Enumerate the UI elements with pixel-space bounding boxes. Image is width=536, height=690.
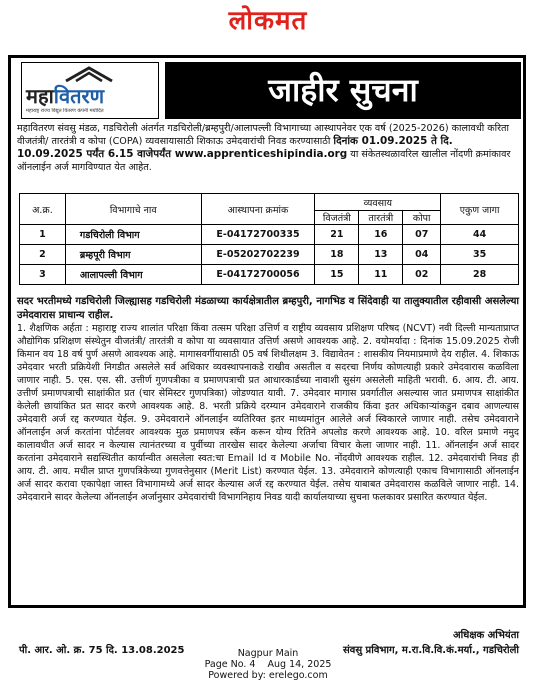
terms-and-conditions: 1. शैक्षणिक अर्हता : महाराष्ट्र राज्य शालांत परिक्षा किंवा तत्सम परिक्षा उत्तिर्ण व राष्ट्रीय व्यवसाय प्रशिक्षण परिषद (NCVT) नवी दिल्ली मान्यताप्राप्त औद्योगिक प्रशिक्षण संस्थेतुन वीजतंत्री/ तारतंत्री व कोपा या व्यवसायात उत्तिर्ण असणे आवश्यक आहे. 2. वयोमर्यादा : दिनांक 15.09.2025 रोजी किमान वय 18 वर्ष पुर्ण असणे आवश्यक आहे. मागासवर्गीयासाठी 05 वर्ष शिथीलक्षम 3. विद्यावेतन : शासकीय नियमाप्रमाणे देय राहील. 4. शिकाऊ उमेदवार भरती प्रक्रियेशी निगडीत असलेले सर्व अधिकार व्यवस्थापनाकडे राखीव असतील व सदरचा निर्णय कोणत्याही प्रकारे उमेदवारास कळविला जाणार नाही. 5. एस. एस. सी. उत्तीर्ण गुणपत्रीका व प्रमाणपत्राची प्रत आधारकार्डच्या नावाशी सुसंग असलेली माहिती भरावी. 6. आय. टी. आय. उत्तीर्ण प्रमाणपत्राची साक्षांकीत प्रत (चार सेमिस्टर गुणपत्रिका) जोडण्यात यावी. 7. उमेदवार मागास प्रवर्गातील असल्यास जात प्रमाणपत्र साक्षांकीत केलेली छायांकित प्रत सादर करणे आवश्यक आहे. 8. भरती प्रक्रिये दरम्यान उमेदवाराने राजकीय किंवा इतर अधिकाऱ्यांकडुन दबाव आणल्यास उमेदवारी अर्ज रद्द करण्यात येईल. 9. उमेदवाराने ऑनलाईन व्यतिरिक्त इतर माध्यमांतुन आलेले अर्ज स्विकारले जाणार नाही. तसेच उमेदवाराने ऑनलाईन अर्ज करतांना पोर्टलवर आवश्यक मुळ प्रमाणपत्र स्कॅन करून योग्य रितिने अपलोड करणे आवश्यक आहे. 10. वरिल प्रमाणे नमुद कालावधीत अर्ज सादर न केल्यास त्यानंतरच्या व पुर्वीच्या तारखेस सादर केलेल्या अर्जाचा विचार केला जाणार नाही. 11. ऑनलाईन अर्ज सादर करतांना उमेदवाराने सद्यस्थितीत कार्यान्वीत असलेला स्वत:चा Email Id व Mobile No. नोंदवीणे आवश्यक राहील. 12. उमेदवारांची निवड ही आय. टी. आय. मधील प्राप्त गुणपत्रिकेच्या गुणवत्तेनुसार (Merit List) करण्यात येईल. 13. उमेदवाराने कोणत्याही एकाच विभागासाठी ऑनलाईन अर्ज सादर करावा एकापेक्षा जास्त विभागामध्ये अर्ज सादर केल्यास अर्ज रद्द करण्यात येईल. तसेच याबाबत उमेदवारास कळविले जाणार नाही. 14. उमेदवाराने सादर केलेल्या ऑनलाईन अर्जानुसार उमेदवारांची विभागनिहाय निवड यादी कार्यालयाच्या सुचना फलकावर प्रसारित करण्यात येईल.	[17, 323, 519, 503]
page-number-date: Page No. 4 Aug 14, 2025	[204, 659, 332, 670]
header-electrician: विजतंत्री	[315, 211, 359, 225]
newspaper-masthead	[0, 4, 536, 38]
vacancy-table	[19, 193, 519, 285]
cell-establishment: E-05202702239	[201, 245, 315, 265]
tower-logo-icon	[64, 66, 114, 83]
header-division-name: विभागाचे नाव	[65, 194, 201, 225]
cell-total: 44	[441, 225, 519, 245]
edition-name: Nagpur Main	[237, 648, 299, 659]
signatory-office: संवसु प्रविभाग, म.रा.वि.वि.कं.मर्या., गडचिरोली	[343, 645, 519, 656]
cell-establishment: E-04172700335	[201, 225, 315, 245]
intro-dates-website: दिनांक 01.09.2025 ते दि. 10.09.2025 पर्यंत 6.15 वाजेपर्यंत www.apprenticeshipindia.org	[17, 135, 453, 160]
page-metadata	[0, 648, 536, 681]
cell-division: गडचिरोली विभाग	[65, 225, 201, 245]
mahavitaran-logo	[21, 62, 159, 119]
powered-by: Powered by: erelego.com	[208, 670, 328, 681]
cell-serial: 2	[20, 245, 66, 265]
cell-wireman: 13	[359, 245, 403, 265]
header-serial: अ.क्र.	[20, 194, 66, 225]
cell-electrician: 21	[315, 225, 359, 245]
reference-number: पी. आर. ओ. क्र. 75 दि. 13.08.2025	[19, 645, 185, 656]
cell-copa: 02	[403, 265, 441, 285]
cell-total: 28	[441, 265, 519, 285]
notice-intro	[17, 122, 519, 174]
notice-title: जाहीर सुचना	[165, 62, 521, 119]
cell-electrician: 18	[315, 245, 359, 265]
logo-wordmark-part1: महा	[26, 84, 54, 108]
intro-text: महावितरण संवसु मंडळ, गडचिरोली अंतर्गत गडचिरोली/ब्रम्हपुरी/आलापल्ली विभागाच्या आस्थापनेवर एक वर्ष (2025-2026) कालावधी करिता वीजतंत्री/ तारतंत्री व कोपा (COPA) व्यवसायासाठी शिकाऊ उमेदवारांची निवड करण्यासाठी	[17, 123, 510, 147]
cell-total: 35	[441, 245, 519, 265]
logo-wordmark	[26, 82, 104, 109]
newspaper-name: लोकमत	[228, 6, 308, 36]
intro-text-end: या संकेतस्थळावरिल खालील नोंदणी क्रमांकावर ऑनलाईन अर्ज मागविण्यात येत आहेत.	[17, 149, 511, 173]
header-establishment-number: आस्थापना क्रमांक	[201, 194, 315, 225]
cell-wireman: 16	[359, 225, 403, 245]
header-copa: कोपा	[403, 211, 441, 225]
cell-wireman: 11	[359, 265, 403, 285]
cell-establishment: E-04172700056	[201, 265, 315, 285]
cell-division: आलापल्ली विभाग	[65, 265, 201, 285]
table-row	[20, 245, 519, 265]
notice-header	[15, 62, 521, 119]
preference-statement: सदर भरतीमध्ये गडचिरोली जिल्ह्यासह गडचिरोली मंडळाच्या कार्यक्षेत्रातील ब्रम्हपुरी, नागभिड व सिंदेवाही या तालुक्यातील रहीवासी असलेल्या उमेदवारास प्राधान्य राहील.	[17, 296, 519, 321]
cell-serial: 1	[20, 225, 66, 245]
cell-copa: 07	[403, 225, 441, 245]
cell-copa: 04	[403, 245, 441, 265]
header-trade: व्यवसाय	[315, 194, 441, 211]
header-total-posts: एकुण जागा	[441, 194, 519, 225]
logo-subtitle: महाराष्ट्र राज्य विद्युत वितरण कंपनी मर्यादित	[26, 108, 104, 114]
cell-serial: 3	[20, 265, 66, 285]
header-wireman: तारतंत्री	[359, 211, 403, 225]
cell-electrician: 15	[315, 265, 359, 285]
cell-division: ब्रम्हपूरी विभाग	[65, 245, 201, 265]
table-row	[20, 265, 519, 285]
logo-wordmark-part2: वितरण	[53, 84, 105, 108]
signatory-title: अधिक्षक अभियंता	[452, 630, 519, 641]
table-row	[20, 225, 519, 245]
notice-body	[17, 295, 519, 504]
